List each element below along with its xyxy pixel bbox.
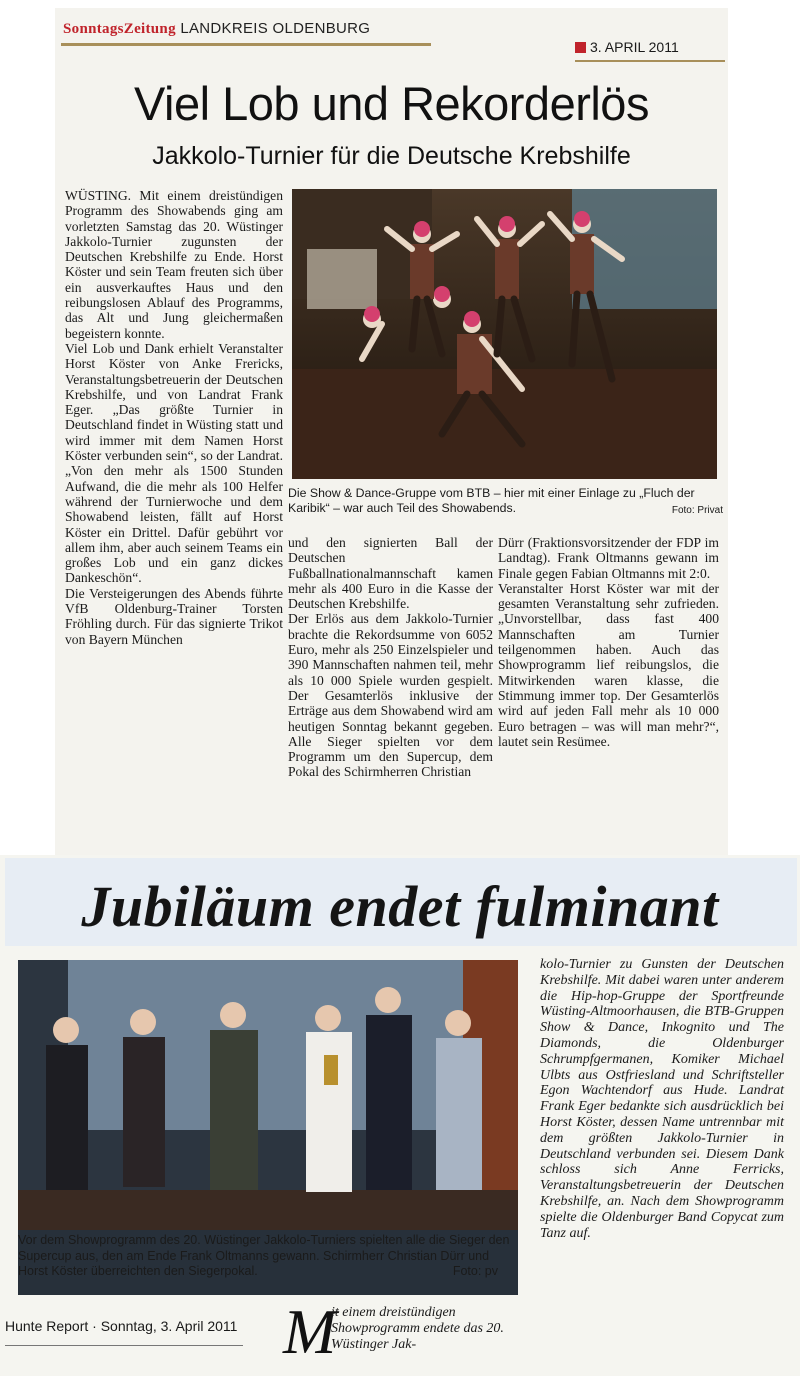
masthead [63, 20, 370, 38]
paragraph: WÜSTING. Mit einem dreistündigen Programm des Showabends ging am vorletzten Samstag das 20. Wüstinger Jakkolo-Turnier zugunsten der Deutschen Krebshilfe zu Ende. Horst Köster und sein Team freuten sich über ein ausverkauftes Haus und den reibungslosen Ablauf des Programms, das Alt und Jung gleichermaßen begeistern konnte. [65, 188, 283, 341]
paragraph: Veranstalter Horst Köster war mit der gesamten Veranstaltung sehr zufrieden. „Unvorstellbar, dass fast 400 Mannschaften am Turnier teilgenommen haben. Auch das Showprogramm lief reibungslos, die Mitwirkenden waren klasse, die Stimmung immer top. Der Gesamterlös wird auf jeden Fall mehr als 10 000 Euro betragen – was will man mehr?“, lautet sein Resümee. [498, 580, 719, 749]
dance-photo-illustration [292, 189, 717, 479]
caption-text: Die Show & Dance-Gruppe vom BTB – hier mit einer Einlage zu „Fluch der Karibik“ – war auch Teil des Showabends. [288, 486, 695, 515]
photo-credit-2: Foto: pv [452, 1264, 498, 1278]
article-column-2 [288, 535, 493, 780]
paragraph: Viel Lob und Dank erhielt Veranstalter Horst Köster von Anke Frericks, Veranstaltungsbetreuerin der Deutschen Krebshilfe, und von Landrat Frank Eger. „Das größte Turnier in Deutschland findet in Wüsting statt und wird immer mit dem Namen Horst Köster verbunden sein“, so der Landrat. „Von den mehr als 1500 Stunden Aufwand, die die mehr als 100 Helfer während der Turnierwoche und dem Showabend leisten, fällt auf Horst Köster ein Drittel. Dafür gebührt vor allem ihm, aber auch seinem Teams ein großes Lob und ein ganz dickes Dankeschön“. [65, 340, 283, 586]
article-column-1 [65, 188, 283, 647]
masthead-rule [61, 43, 431, 46]
red-square-icon [575, 42, 586, 53]
sonntagszeitung-clipping [55, 8, 728, 858]
paragraph: und den signierten Ball der Deutschen Fußballnationalmannschaft kamen mehr als 400 Euro in die Kasse der Deutschen Krebshilfe. [288, 535, 493, 612]
paragraph: Dürr (Fraktionsvorsitzender der FDP im Landtag). Frank Oltmanns gewann im Finale gegen Fabian Oltmanns mit 2:0. [498, 535, 719, 581]
paragraph: Der Erlös aus dem Jakkolo-Turnier brachte die Rekordsumme von 6052 Euro, mehr als 250 Einzelspieler und 390 Mannschaften nahmen teil, mehr als 10 000 Spiele wurden gespielt. Der Gesamterlös inklusive der Erträge aus dem Showabend wird am heutigen Sonntag bekannt gegeben. Alle Sieger spielten vor dem Programm um den Supercup, dem Pokal des Schirmherren Christian [288, 611, 493, 780]
lead-text: it einem dreistündigen Showprogramm endete das 20. Wüstinger Jak- [331, 1305, 504, 1352]
newspaper-brand: SonntagsZeitung [63, 21, 176, 37]
article-right-column: kolo-Turnier zu Gunsten der Deutschen Krebshilfe. Mit dabei waren unter anderem die Hip-hop-Gruppe der Sportfreunde Wüsting-Altmoorhausen, die BTB-Gruppen Show & Dance, Inkognito und The Diamonds, die Oldenburger Schrumpfgermanen, Komiker Michael Ulbts aus Ostfriesland und Schriftsteller Egon Wachtendorf aus Hude. Landrat Frank Eger bedankte sich ausdrücklich bei Horst Köster, dessen Name untrennbar mit dem größten Jakkolo-Turnier in Deutschland verbunden sei. Diesem Dank schloss sich Anne Ferricks, Veranstaltungsbetreuerin der Deutschen Krebshilfe, an. Nach dem Showprogramm spielte die Oldenburger Band Copycat zum Tanz auf. [540, 957, 784, 1241]
issue-date-text: 3. APRIL 2011 [590, 39, 679, 55]
issue-date [575, 39, 679, 55]
publication-footer: Hunte Report · Sonntag, 3. April 2011 [5, 1318, 238, 1334]
photo-caption [288, 486, 723, 518]
article-headline: Viel Lob und Rekorderlös [134, 77, 649, 130]
paragraph: Die Versteigerungen des Abends führte VfB Oldenburg-Trainer Torsten Fröhling durch. Für das signierte Trikot von Bayern München [65, 585, 283, 647]
drop-cap: M [283, 1296, 337, 1367]
photo-credit: Foto: Privat [671, 505, 723, 516]
article-subheadline: Jakkolo-Turnier für die Deutsche Krebshilfe [152, 142, 631, 170]
caption-text-2: Vor dem Showprogramm des 20. Wüstinger Jakkolo-Turniers spielten alle die Sieger den Supercup aus, den am Ende Frank Oltmanns gewann. Schirmherr Christian Dürr und Horst Köster überreichten den Siegerpokal. [18, 1233, 510, 1278]
article-headline-2: Jubiläum endet fulminant [81, 874, 719, 939]
winners-photo-illustration [18, 960, 518, 1230]
article-column-3 [498, 535, 719, 749]
photo-caption-2 [18, 1233, 518, 1280]
date-rule [575, 60, 725, 62]
hunte-report-clipping [0, 855, 800, 1376]
trophy-icon [324, 1055, 338, 1085]
dance-group-photo [292, 189, 717, 479]
footer-rule [5, 1345, 243, 1346]
newspaper-region: LANDKREIS OLDENBURG [180, 20, 371, 37]
